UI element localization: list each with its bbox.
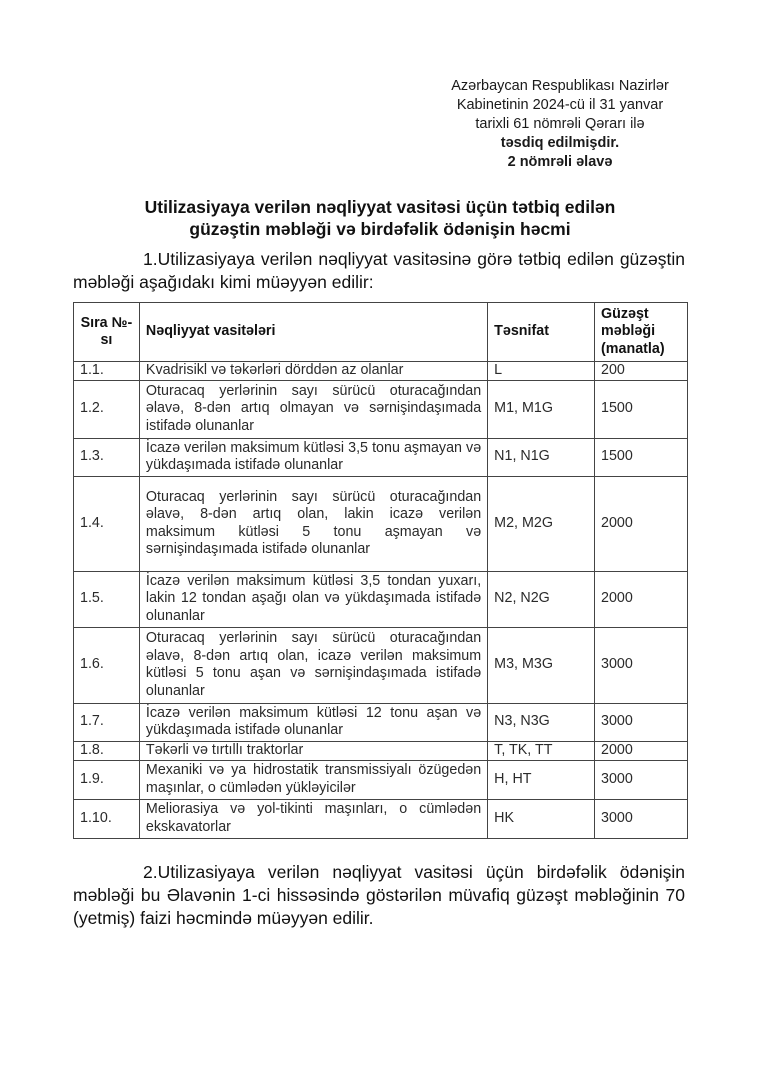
title-line: Utilizasiyaya verilən nəqliyyat vasitəsi üçün tətbiq edilən — [144, 197, 616, 217]
row-number: 1.9. — [74, 760, 140, 799]
table-header-row — [74, 303, 688, 362]
row-amount: 3000 — [595, 703, 688, 741]
row-number: 1.8. — [74, 741, 140, 760]
row-classification: T, TK, TT — [488, 741, 595, 760]
row-amount: 2000 — [595, 476, 688, 571]
row-vehicles: Kvadrisikl və təkərləri dörddən az olanlar — [139, 362, 487, 381]
row-amount: 2000 — [595, 571, 688, 627]
table-row — [74, 627, 688, 703]
table-row — [74, 380, 688, 438]
row-classification: N2, N2G — [488, 571, 595, 627]
table-row — [74, 741, 688, 760]
table-row — [74, 799, 688, 838]
discount-table — [73, 302, 688, 839]
row-amount: 1500 — [595, 380, 688, 438]
row-amount: 3000 — [595, 799, 688, 838]
row-classification: L — [488, 362, 595, 381]
row-classification: M1, M1G — [488, 380, 595, 438]
table-row — [74, 571, 688, 627]
row-classification: HK — [488, 799, 595, 838]
row-vehicles: Oturacaq yerlərinin sayı sürücü oturacağından əlavə, 8-dən artıq olan, icazə verilən maksimum kütləsi 5 tonu aşan və sərnişindaşımada istifadə olunanlar — [139, 627, 487, 703]
row-classification: N1, N1G — [488, 438, 595, 476]
approval-line: tarixli 61 nömrəli Qərarı ilə — [475, 116, 645, 132]
row-vehicles: Meliorasiya və yol-tikinti maşınları, o cümlədən ekskavatorlar — [139, 799, 487, 838]
paragraph-2 — [73, 861, 685, 930]
row-amount: 3000 — [595, 627, 688, 703]
header-number: Sıra №-sı — [74, 303, 140, 362]
approval-line: Azərbaycan Respublikası Nazirlər — [451, 78, 669, 94]
row-number: 1.2. — [74, 380, 140, 438]
row-number: 1.1. — [74, 362, 140, 381]
header-amount: Güzəşt məbləği (manatla) — [595, 303, 688, 362]
row-classification: M3, M3G — [488, 627, 595, 703]
header-vehicles: Nəqliyyat vasitələri — [139, 303, 487, 362]
row-number: 1.5. — [74, 571, 140, 627]
table-row — [74, 362, 688, 381]
row-vehicles: İcazə verilən maksimum kütləsi 3,5 tondan yuxarı, lakin 12 tondan aşağı olan və yükdaşımada istifadə olunanlar — [139, 571, 487, 627]
table-row — [74, 438, 688, 476]
row-vehicles: Oturacaq yerlərinin sayı sürücü oturacağından əlavə, 8-dən artıq olan, lakin icazə verilən maksimum kütləsi 5 tonu aşmayan və sərnişindaşımada istifadə olunanlar — [139, 476, 487, 571]
row-classification: M2, M2G — [488, 476, 595, 571]
row-amount: 2000 — [595, 741, 688, 760]
table-body — [74, 362, 688, 839]
appendix-number: 2 nömrəli əlavə — [507, 154, 613, 170]
paragraph-1 — [73, 248, 685, 294]
row-amount: 200 — [595, 362, 688, 381]
row-vehicles: Oturacaq yerlərinin sayı sürücü oturacağından əlavə, 8-dən artıq olmayan və sərnişindaşımada istifadə olunanlar — [139, 380, 487, 438]
row-classification: N3, N3G — [488, 703, 595, 741]
row-vehicles: İcazə verilən maksimum kütləsi 12 tonu aşan və yükdaşımada istifadə olunanlar — [139, 703, 487, 741]
header-classification: Təsnifat — [488, 303, 595, 362]
row-number: 1.10. — [74, 799, 140, 838]
title-line: güzəştin məbləği və birdəfəlik ödənişin həcmi — [189, 219, 571, 239]
row-number: 1.4. — [74, 476, 140, 571]
approval-note — [420, 77, 700, 172]
approval-status: təsdiq edilmişdir. — [500, 135, 620, 151]
document-title — [72, 196, 688, 240]
row-number: 1.3. — [74, 438, 140, 476]
row-vehicles: İcazə verilən maksimum kütləsi 3,5 tonu aşmayan və yükdaşımada istifadə olunanlar — [139, 438, 487, 476]
row-number: 1.6. — [74, 627, 140, 703]
row-classification: H, HT — [488, 760, 595, 799]
row-number: 1.7. — [74, 703, 140, 741]
row-vehicles: Təkərli və tırtıllı traktorlar — [139, 741, 487, 760]
paragraph-1-text: 1.Utilizasiyaya verilən nəqliyyat vasitəsinə görə tətbiq edilən güzəştin məbləği aşağıdakı kimi müəyyən edilir: — [73, 249, 685, 292]
table-row — [74, 760, 688, 799]
row-amount: 1500 — [595, 438, 688, 476]
table-row — [74, 476, 688, 571]
row-vehicles: Mexaniki və ya hidrostatik transmissiyalı özügedən maşınlar, o cümlədən yükləyicilər — [139, 760, 487, 799]
table-row — [74, 703, 688, 741]
approval-line: Kabinetinin 2024-cü il 31 yanvar — [456, 97, 664, 113]
paragraph-2-text: 2.Utilizasiyaya verilən nəqliyyat vasitəsi üçün birdəfəlik ödənişin məbləği bu Əlavənin 1-ci hissəsində göstərilən müvafiq güzəşt məbləğinin 70 (yetmiş) faizi həcmində müəyyən edilir. — [73, 862, 685, 928]
row-amount: 3000 — [595, 760, 688, 799]
